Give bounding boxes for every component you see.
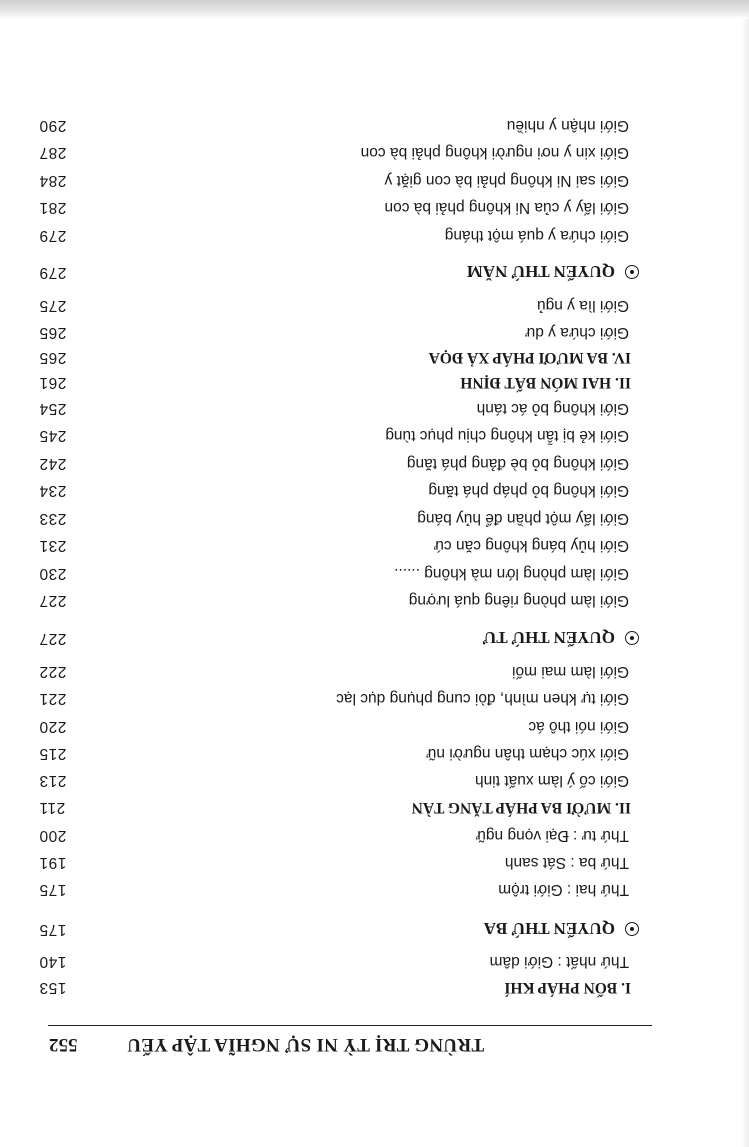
toc-entry [39, 222, 629, 244]
toc-entry-page: 284 [39, 172, 67, 189]
toc-entry-page: 275 [39, 297, 67, 314]
toc-entry-page: 191 [39, 854, 67, 871]
toc-entry [39, 167, 629, 189]
toc-entry-title: Giới cố ý làm xuất tinh [474, 772, 629, 789]
toc-entry [39, 948, 629, 970]
toc-entry-page: 221 [39, 690, 67, 707]
toc-entry-title: Giới chứa y quá một tháng [444, 227, 629, 244]
toc-entry [39, 767, 629, 789]
toc-entry [39, 713, 629, 735]
circle-bullet-icon [625, 922, 639, 936]
running-title: TRÙNG TRỊ TỲ NI SỰ NGHĨA TẬP YẾU [127, 1034, 485, 1055]
toc-entry-title: Giới tự khen mình, đòi cung phụng dục lạc [336, 690, 629, 707]
toc-entry-page: 265 [39, 324, 67, 341]
toc-entry [39, 139, 629, 161]
toc-entry [39, 560, 629, 582]
toc-entry-page: 254 [39, 400, 67, 417]
toc-entry [39, 112, 629, 134]
toc-entry-page: 261 [39, 374, 67, 391]
toc-entry-title: Giới nói thô ác [528, 718, 629, 735]
toc-entry-page: 211 [39, 799, 66, 816]
toc-entry-page: 220 [39, 718, 67, 735]
toc-entry-title: Giới làm phòng lớn mà không ...... [394, 565, 629, 582]
toc-entry [39, 658, 629, 680]
toc-entry-title: Giới sai Ni không phải bà con giặt y [384, 172, 629, 189]
toc-entry [39, 822, 629, 844]
toc-entry-page: 213 [39, 772, 67, 789]
toc-entry-page: 233 [39, 510, 67, 527]
toc-section-heading [39, 794, 629, 816]
circle-bullet-icon [625, 265, 639, 279]
toc-volume-heading [39, 625, 629, 647]
toc-entry-page: 290 [39, 117, 67, 134]
toc-entry-page: 200 [39, 827, 67, 844]
toc-entry-title: Giới nhận y nhiều [506, 117, 629, 134]
toc-entry [39, 587, 629, 609]
toc-entry-page: 230 [39, 565, 67, 582]
toc-entry-page: 215 [39, 745, 67, 762]
toc-entry-title: Thứ hai : Giới trộm [498, 881, 629, 898]
toc-entry [39, 450, 629, 472]
toc-entry-page: 265 [39, 349, 67, 366]
toc-entry [39, 532, 629, 554]
toc-entry-title: IV. BA MƯƠI PHÁP XẢ ĐỌA [428, 349, 631, 366]
toc-entry-page: 222 [39, 663, 67, 680]
toc-entry [39, 319, 629, 341]
toc-entry-title: Giới lìa y ngủ [536, 297, 629, 314]
toc-entry [39, 395, 629, 417]
toc-section-heading [39, 369, 629, 391]
toc-entry-title: Thứ ba : Sát sanh [504, 854, 629, 871]
running-header [49, 1031, 654, 1055]
toc-entry-title: II. MƯỜI BA PHÁP TĂNG TÀN [411, 799, 631, 816]
toc-volume-heading [39, 259, 629, 281]
toc-entry-title: Giới lấy một phần để hủy báng [417, 510, 629, 527]
toc-entry-page: 153 [39, 979, 67, 996]
toc-entry-title: Giới xúc chạm thân người nữ [425, 745, 629, 762]
toc-entry-title: Thứ tư : Đại vọng ngữ [475, 827, 629, 844]
toc-entry-page: 175 [39, 881, 67, 898]
toc-entry-title: QUYỂN THỨ NĂM [466, 262, 615, 281]
toc-entry-page: 242 [39, 455, 67, 472]
toc-entry [39, 292, 629, 314]
toc-entry-title: II. HAI MÓN BẤT ĐỊNH [460, 374, 631, 391]
toc-entry-title: Giới không bỏ bè đảng phá tăng [406, 455, 629, 472]
toc-entry [39, 477, 629, 499]
toc-entry [39, 876, 629, 898]
page-number: 552 [49, 1034, 78, 1055]
toc-entry-title: I. BỐN PHÁP KHÍ [504, 979, 631, 996]
toc-entry [39, 685, 629, 707]
toc-entry-title: Giới hủy báng không căn cứ [433, 537, 629, 554]
toc-entry-title: Giới kẻ bị tẫn không chịu phục tùng [385, 427, 629, 444]
toc-entry-title: Giới làm mai mối [512, 663, 629, 680]
toc-entry-page: 175 [39, 921, 67, 938]
toc-volume-heading [39, 916, 629, 938]
toc-entry-page: 281 [39, 199, 67, 216]
toc-entry-title: Giới làm phòng riêng quá lượng [408, 592, 629, 609]
toc-entry-title: Giới không bỏ pháp phá tăng [428, 482, 629, 499]
toc-entry-page: 287 [39, 144, 67, 161]
toc-entry-title: Giới lấy y của Ni không phải bà con [384, 199, 629, 216]
toc-entry-page: 231 [39, 537, 67, 554]
toc-entry-page: 234 [39, 482, 67, 499]
page-edge-shadow [0, 0, 749, 19]
toc-entry [39, 422, 629, 444]
toc-entry-page: 279 [39, 227, 67, 244]
toc-entry [39, 849, 629, 871]
circle-bullet-icon [625, 631, 639, 645]
header-rule [48, 1025, 652, 1026]
toc-section-heading [39, 344, 629, 366]
toc-entry-title: Giới không bỏ ác tánh [476, 400, 629, 417]
toc-entry-page: 245 [39, 427, 67, 444]
toc-entry-page: 279 [39, 264, 67, 281]
toc-entry [39, 194, 629, 216]
toc-entry-title: QUYỂN THỨ TƯ [482, 628, 615, 647]
toc-entry-title: Giới xin y nơi người không phải bà con [360, 144, 629, 161]
toc-entry-title: QUYỂN THỨ BA [483, 919, 615, 938]
toc-entry [39, 740, 629, 762]
toc-entry-page: 140 [39, 953, 67, 970]
toc-section-heading [39, 974, 629, 996]
toc-entry-title: Giới chứa y dư [524, 324, 629, 341]
toc-entry-title: Thứ nhất : Giới dâm [489, 953, 629, 970]
toc-entry [39, 505, 629, 527]
toc-entry-page: 227 [39, 592, 67, 609]
toc-entry-page: 227 [39, 630, 67, 647]
